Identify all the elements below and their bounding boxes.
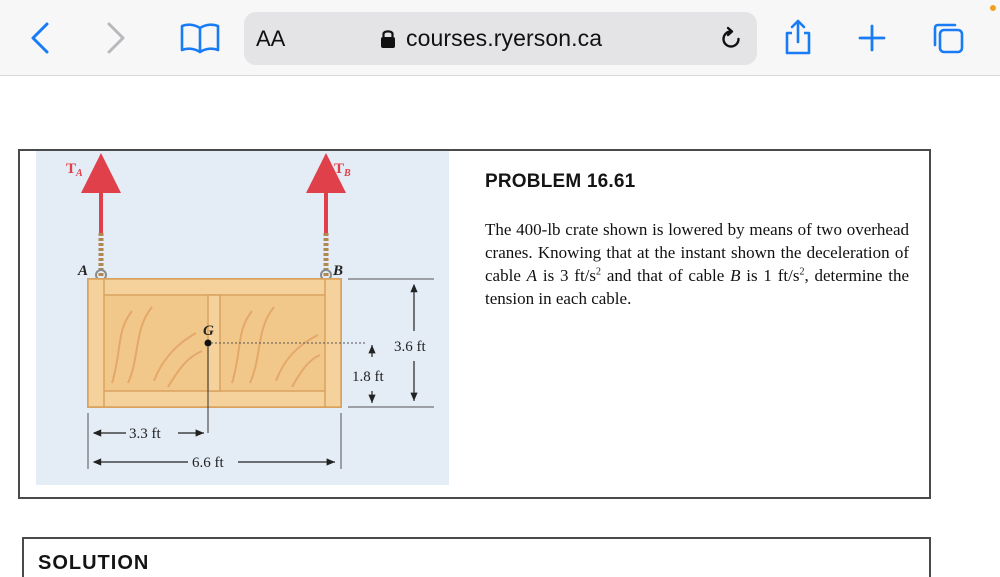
url-field[interactable] [380, 12, 602, 65]
forward-button[interactable] [98, 18, 134, 58]
crate-diagram [36, 151, 449, 485]
label-point-a: A [78, 263, 89, 279]
bookmarks-button[interactable] [174, 18, 226, 58]
problem-panel [18, 149, 931, 499]
label-dim-height: 3.6 ft [394, 339, 426, 355]
chevron-right-icon [105, 21, 127, 55]
reload-icon [718, 26, 744, 52]
indicator-dot [990, 5, 996, 11]
solution-heading: SOLUTION [38, 552, 150, 574]
tabs-icon [931, 21, 965, 55]
address-bar[interactable] [244, 12, 757, 65]
reader-view-button[interactable] [256, 12, 285, 65]
browser-toolbar [0, 0, 1000, 76]
problem-title: PROBLEM 16.61 [485, 171, 636, 192]
center-of-mass-point [205, 340, 212, 347]
new-tab-button[interactable] [850, 16, 894, 60]
variable-a: A [526, 266, 538, 285]
solution-panel [22, 537, 931, 577]
variable-b: B [730, 266, 741, 285]
problem-text-part: The 400-lb crate shown is lowered by means of two overhead cranes. Knowing that at the instant shown the deceleration of cable [485, 220, 909, 285]
share-icon [783, 18, 813, 56]
label-dim-half-width: 3.3 ft [129, 426, 161, 442]
tabs-button[interactable] [926, 16, 970, 60]
chevron-left-icon [29, 21, 51, 55]
problem-text-part: and that of cable [601, 266, 731, 285]
exponent: 2 [799, 266, 805, 278]
problem-text-part: is 1 ft/s [740, 266, 800, 285]
label-point-g: G [203, 323, 214, 339]
url-text: courses.ryerson.ca [406, 25, 603, 51]
label-point-b: B [333, 263, 344, 279]
problem-statement [485, 218, 909, 310]
label-dim-width: 6.6 ft [192, 455, 224, 471]
reload-button[interactable] [712, 20, 750, 58]
label-tb: $T_B$ [334, 161, 351, 179]
problem-text-part: , determine the tension in each cable. [485, 266, 910, 308]
crate-figure [36, 151, 449, 485]
problem-text-part: is 3 ft/s [537, 266, 597, 285]
plus-icon [857, 23, 887, 53]
label-dim-g-height: 1.8 ft [352, 369, 384, 385]
exponent: 2 [596, 266, 602, 278]
lock-icon [380, 28, 396, 49]
book-icon [179, 22, 221, 54]
reader-label: AA [256, 25, 286, 51]
label-ta: $T_A$ [66, 161, 83, 179]
back-button[interactable] [22, 18, 58, 58]
share-button[interactable] [776, 14, 820, 60]
